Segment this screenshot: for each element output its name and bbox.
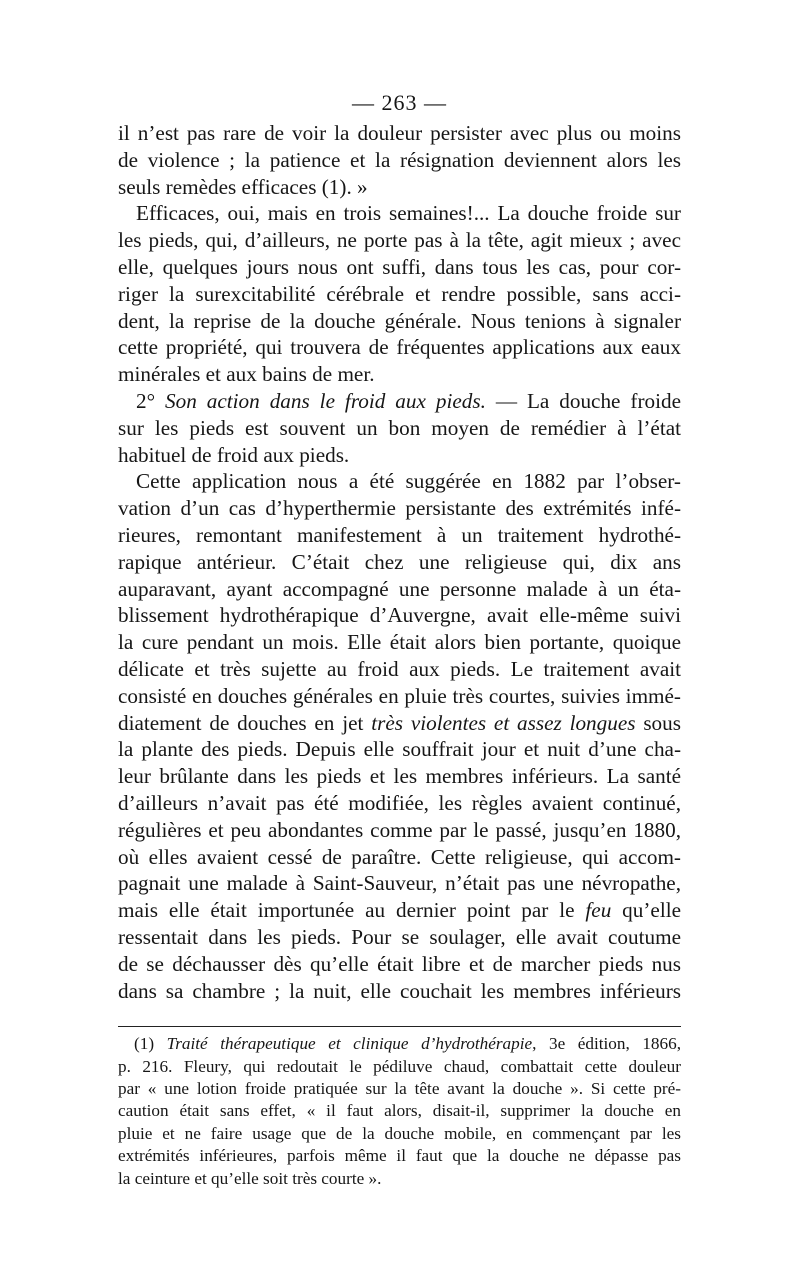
footnote-line: pluie et ne faire usage que de la douche mobile, en commençant par les xyxy=(118,1123,681,1143)
text-line: la cure pendant un mois. Elle était alors bien portante, quoique xyxy=(118,630,681,655)
footnote-first-line xyxy=(118,1033,681,1055)
text-line: dans sa chambre ; la nuit, elle couchait les membres inférieurs xyxy=(118,978,681,1003)
text-line: régulières et peu abondantes comme par le passé, jusqu’en 1880, xyxy=(118,817,681,842)
text-line: vation d’un cas d’hyperthermie persistante des extrémités infé- xyxy=(118,496,681,521)
text-line: pagnait une malade à Saint-Sauveur, n’était pas une névropathe, xyxy=(118,871,681,896)
text-line: minérales et aux bains de mer. xyxy=(118,362,375,387)
text-line: où elles avaient cessé de paraître. Cette religieuse, qui accom- xyxy=(118,844,681,869)
section-heading-line xyxy=(118,388,681,415)
text-line-italic-phrase xyxy=(118,710,681,737)
text-line: seuls remèdes efficaces (1). » xyxy=(118,174,368,199)
text-line: les pieds, qui, d’ailleurs, ne porte pas à la tête, agit mieux ; avec xyxy=(118,228,681,253)
text-line: blissement hydrothérapique d’Auvergne, avait elle-même suivi xyxy=(118,603,681,628)
footnote-line: par « une lotion froide pratiquée sur la tête avant la douche ». Si cette pré- xyxy=(118,1079,681,1099)
text-line: d’ailleurs n’avait pas été modifiée, les règles avaient continué, xyxy=(118,790,681,815)
text-line: Cette application nous a été suggérée en 1882 par l’obser- xyxy=(136,469,681,494)
italic-phrase: très violentes et assez longues xyxy=(371,710,636,735)
footnote-line: p. 216. Fleury, qui redoutait le pédiluve chaud, combattait cette douleur xyxy=(118,1056,681,1076)
text-line: consisté en douches générales en pluie très courtes, suivies immé- xyxy=(118,683,681,708)
footnote-work-title: Traité thérapeutique et clinique d’hydrothérapie xyxy=(166,1034,533,1054)
text-line: rapique antérieur. C’était chez une religieuse qui, dix ans xyxy=(118,549,681,574)
footnote-marker: (1) xyxy=(134,1034,167,1054)
text-line: Efficaces, oui, mais en trois semaines!... La douche froide sur xyxy=(136,201,681,226)
text-line: de se déchausser dès qu’elle était libre et de marcher pieds nus xyxy=(118,951,681,976)
text-line-italic-word xyxy=(118,897,681,924)
text-line: de violence ; la patience et la résignation deviennent alors les xyxy=(118,147,681,172)
section-rest: — La douche froide xyxy=(485,388,682,413)
text-line: rieures, remontant manifestement à un traitement hydrothé- xyxy=(118,522,681,547)
text-line: dent, la reprise de la douche générale. Nous tenions à signaler xyxy=(118,308,681,333)
text-line: leur brûlante dans les pieds et les membres inférieurs. La santé xyxy=(118,764,681,789)
section-title: Son action dans le froid aux pieds. xyxy=(165,388,486,413)
text-line: ressentait dans les pieds. Pour se soulager, elle avait coutume xyxy=(118,924,681,949)
text-fragment: mais elle était importunée au dernier point par le xyxy=(118,898,586,923)
text-line: sur les pieds est souvent un bon moyen de remédier à l’état xyxy=(118,415,681,440)
footnote-edition: , 3e édition, 1866, xyxy=(532,1034,681,1054)
section-number: 2° xyxy=(136,388,156,413)
footnote-line: la ceinture et qu’elle soit très courte ». xyxy=(118,1168,382,1188)
text-line: il n’est pas rare de voir la douleur persister avec plus ou moins xyxy=(118,121,681,145)
text-fragment: sous xyxy=(635,710,681,735)
footnote-line: caution était sans effet, « il faut alors, disait-il, supprimer la douche en xyxy=(118,1101,681,1121)
body-text xyxy=(118,120,681,1004)
footnote-line: extrémités inférieures, parfois même il faut que la douche ne dépasse pas xyxy=(118,1146,681,1166)
italic-word: feu xyxy=(585,898,612,923)
footnote-divider xyxy=(118,1026,681,1027)
text-fragment: qu’elle xyxy=(611,898,682,923)
text-line: habituel de froid aux pieds. xyxy=(118,442,350,467)
text-line: cette propriété, qui trouvera de fréquentes applications aux eaux xyxy=(118,335,681,360)
text-fragment: diatement de douches en jet xyxy=(118,710,372,735)
text-line: délicate et très sujette au froid aux pieds. Le traitement avait xyxy=(118,656,681,681)
page-number: — 263 — xyxy=(352,90,447,115)
text-line: elle, quelques jours nous ont suffi, dans tous les cas, pour cor- xyxy=(118,254,681,279)
footnote xyxy=(118,1033,681,1190)
book-page xyxy=(118,90,681,1190)
text-line: la plante des pieds. Depuis elle souffrait jour et nuit d’une cha- xyxy=(118,737,681,762)
text-line: auparavant, ayant accompagné une personne malade à un éta- xyxy=(118,576,681,601)
text-line: riger la surexcitabilité cérébrale et rendre possible, sans acci- xyxy=(118,281,681,306)
